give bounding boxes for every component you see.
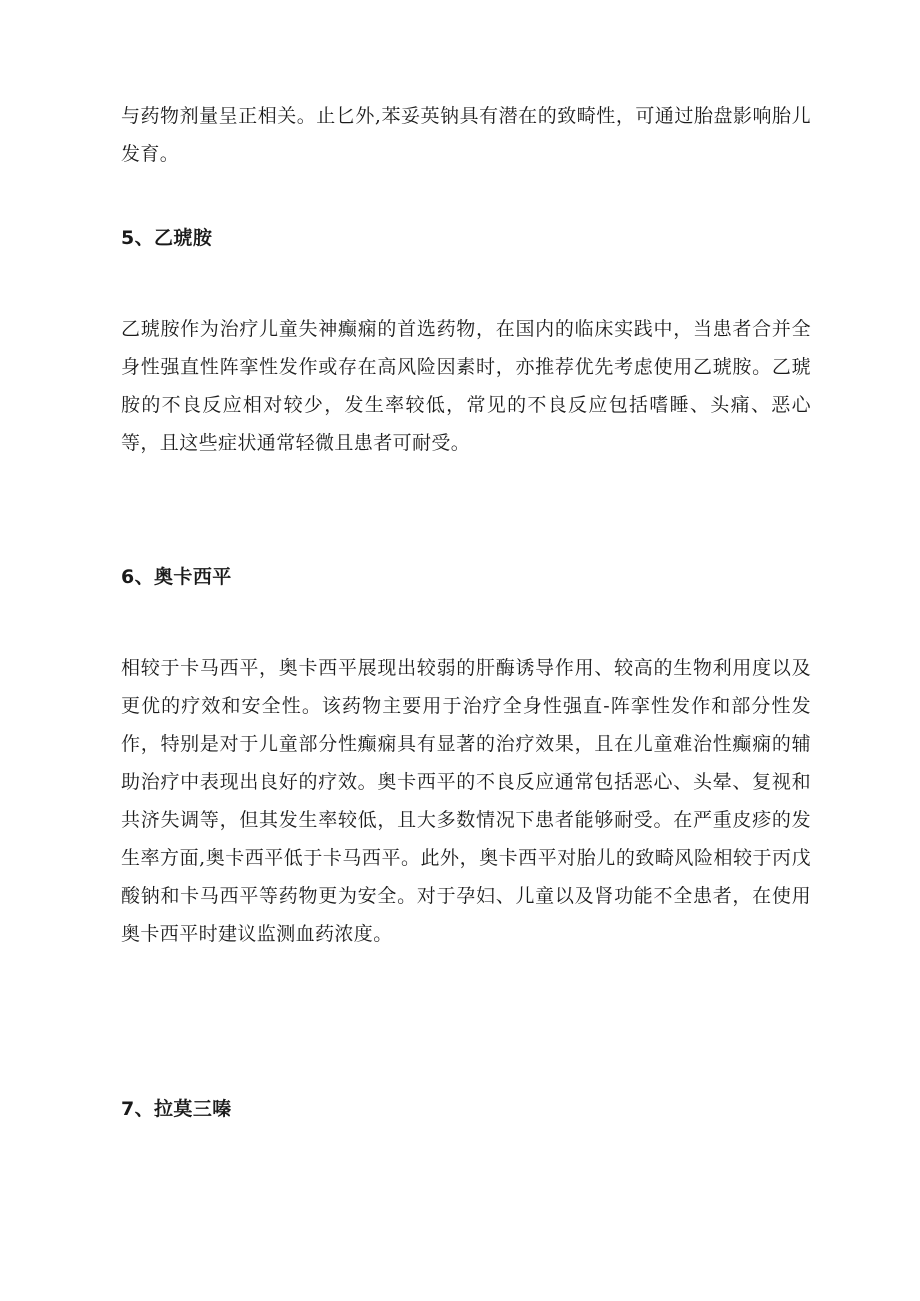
section-number: 5 (121, 227, 135, 249)
section-number: 7 (121, 1098, 135, 1120)
section-heading-ethosuximide (121, 223, 212, 253)
section-heading-lamotrigine (121, 1094, 232, 1124)
paragraph-phenytoin-continuation: 与药物剂量呈正相关。止匕外,苯妥英钠具有潜在的致畸性，可通过胎盘影响胎儿发育。 (121, 105, 811, 165)
section-number: 6 (121, 566, 135, 588)
section-heading-oxcarbazepine (121, 562, 232, 592)
section-title: 、乙琥胺 (134, 227, 213, 249)
paragraph-ethosuximide: 乙琥胺作为治疗儿童失神癫痫的首选药物，在国内的临床实践中，当患者合并全身性强直性阵挛性发作或存在高风险因素时，亦推荐优先考虑使用乙琥胺。乙琥胺的不良反应相对较少，发生率较低，常见的不良反应包括嗜睡、头痛、恶心等，且这些症状通常轻微且患者可耐受。 (121, 318, 811, 454)
section-title: 、拉莫三嗪 (134, 1098, 232, 1120)
paragraph-oxcarbazepine: 相较于卡马西平，奥卡西平展现出较弱的肝酶诱导作用、较高的生物利用度以及更优的疗效和安全性。该药物主要用于治疗全身性强直-阵挛性发作和部分性发作，特别是对于儿童部分性癫痫具有显著的治疗效果，且在儿童难治性癫痫的辅助治疗中表现出良好的疗效。奥卡西平的不良反应通常包括恶心、头晕、复视和共济失调等，但其发生率较低，且大多数情况下患者能够耐受。在严重皮疹的发生率方面,奥卡西平低于卡马西平。此外，奥卡西平对胎儿的致畸风险相较于丙戊酸钠和卡马西平等药物更为安全。对于孕妇、儿童以及肾功能不全患者，在使用奥卡西平时建议监测血药浓度。 (121, 657, 811, 945)
section-title: 、奥卡西平 (134, 566, 232, 588)
